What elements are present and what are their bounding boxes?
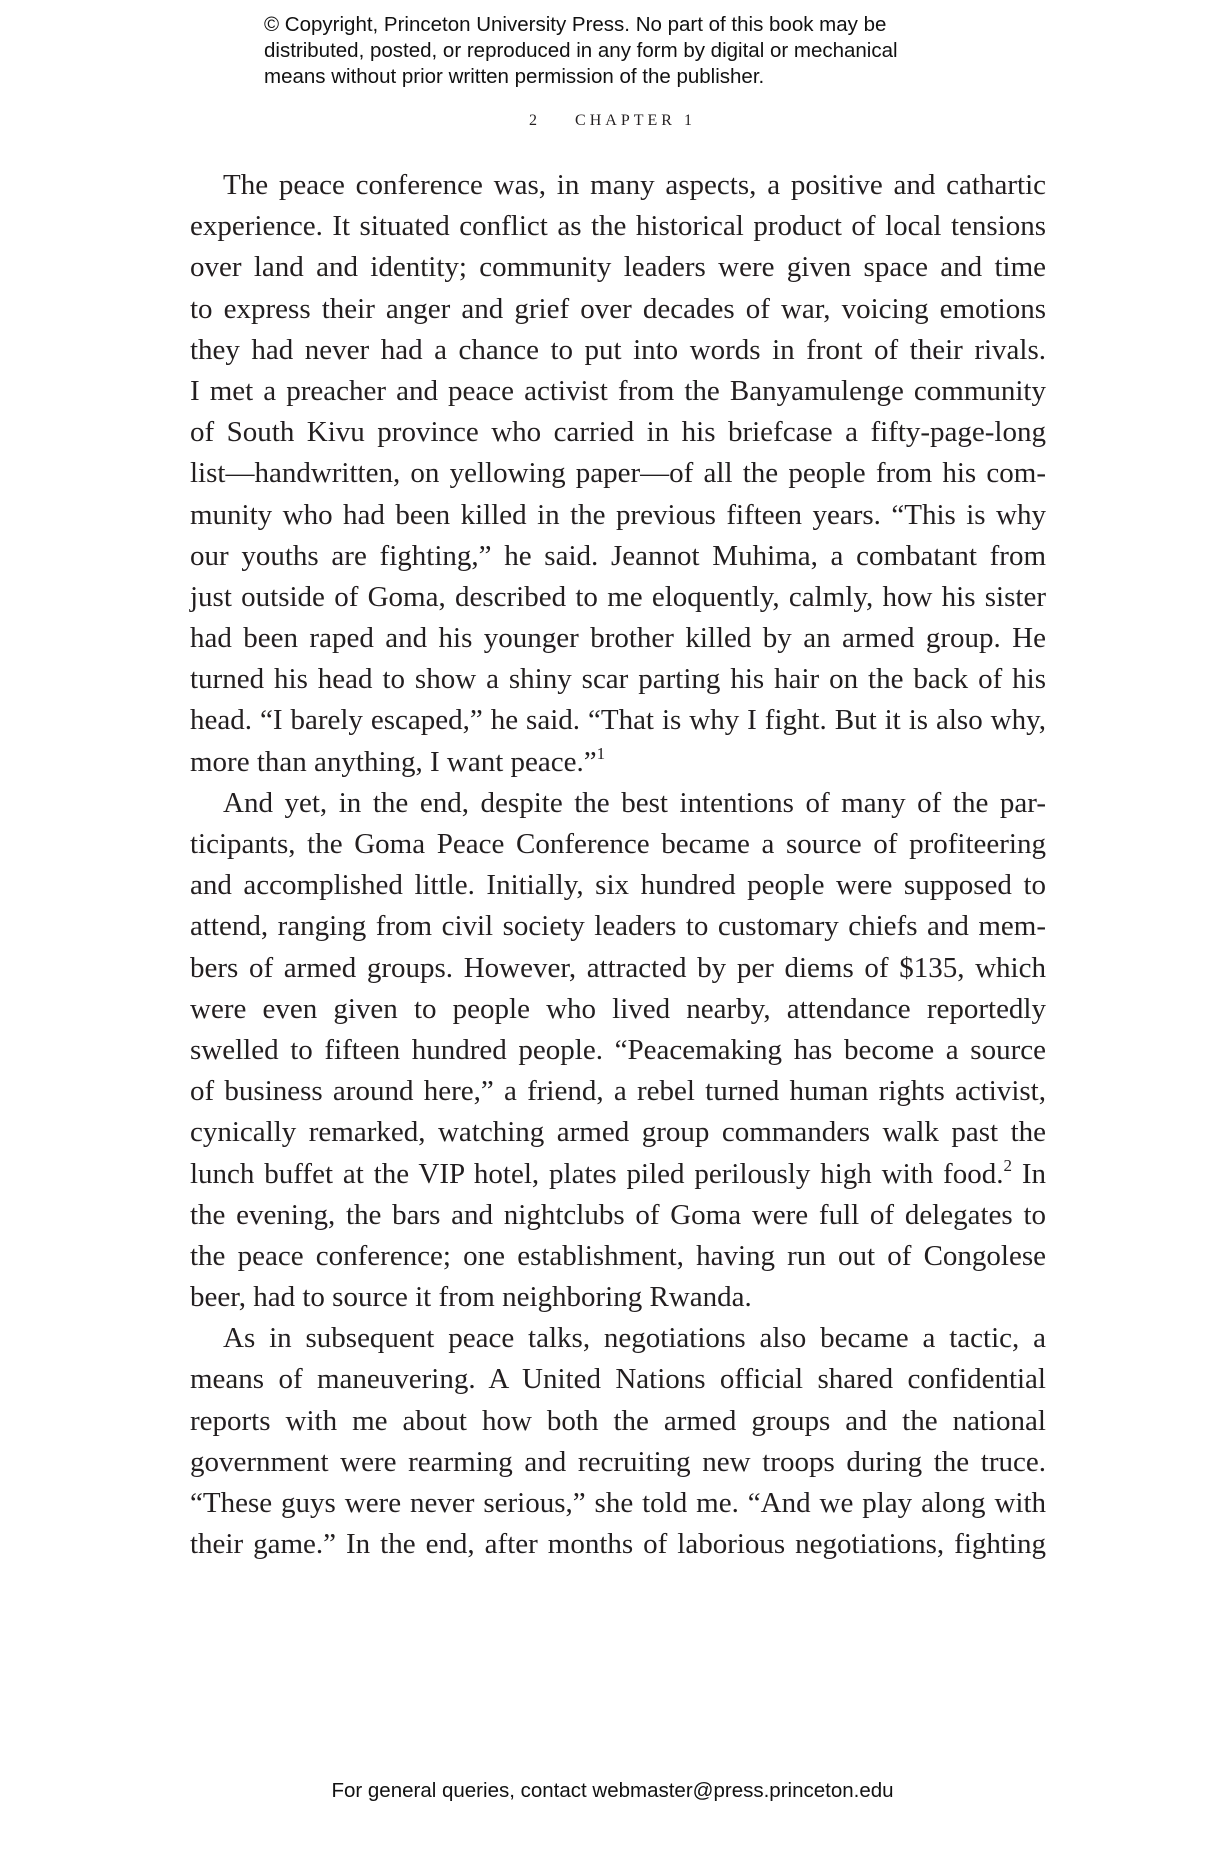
text-line bbox=[190, 742, 1046, 783]
text-line: over land and identity; community leaders were given space and time bbox=[190, 251, 1046, 284]
text-line: munity who had been killed in the previous fifteen years. “This is why bbox=[190, 498, 1046, 531]
text-line: of business around here,” a friend, a rebel turned human rights activist, bbox=[190, 1075, 1046, 1108]
text-line: were even given to people who lived nearby, attendance reportedly bbox=[190, 992, 1046, 1025]
body-text bbox=[190, 165, 1046, 1565]
footer-contact: For general queries, contact webmaster@press.princeton.edu bbox=[331, 1779, 894, 1802]
text-fragment: In bbox=[1011, 1157, 1046, 1190]
text-line: attend, ranging from civil society leaders to customary chiefs and mem- bbox=[190, 910, 1046, 943]
footnote-ref: 1 bbox=[596, 743, 606, 763]
footnote-ref: 2 bbox=[1003, 1155, 1012, 1175]
text-line: cynically remarked, watching armed group commanders walk past the bbox=[190, 1116, 1046, 1149]
text-line: turned his head to show a shiny scar parting his hair on the back of his bbox=[190, 663, 1046, 696]
text-line: our youths are fighting,” he said. Jeannot Muhima, a combatant from bbox=[190, 539, 1046, 572]
text-line: means of maneuvering. A United Nations official shared confidential bbox=[190, 1363, 1046, 1396]
text-fragment: lunch buffet at the VIP hotel, plates piled perilously high with food. bbox=[190, 1157, 1004, 1190]
text-line bbox=[190, 1154, 1046, 1195]
text-line: head. “I barely escaped,” he said. “That is why I fight. But it is also why, bbox=[190, 704, 1046, 737]
text-line: had been raped and his younger brother killed by an armed group. He bbox=[190, 622, 1046, 655]
text-line: list—handwritten, on yellowing paper—of all the people from his com- bbox=[190, 457, 1046, 490]
text-line: The peace conference was, in many aspects, a positive and cathartic bbox=[223, 169, 1046, 201]
text-line: the peace conference; one establishment, having run out of Congolese bbox=[190, 1239, 1046, 1272]
text-line: and accomplished little. Initially, six hundred people were supposed to bbox=[190, 869, 1046, 902]
text-fragment: more than anything, I want peace.” bbox=[190, 745, 597, 778]
text-line: And yet, in the end, despite the best intentions of many of the par- bbox=[223, 786, 1046, 819]
text-line: bers of armed groups. However, attracted by per diems of $135, which bbox=[190, 951, 1046, 984]
text-line: swelled to fifteen hundred people. “Peacemaking has become a source bbox=[190, 1033, 1046, 1066]
text-line: As in subsequent peace talks, negotiations also became a tactic, a bbox=[223, 1322, 1046, 1355]
text-line: reports with me about how both the armed groups and the national bbox=[190, 1404, 1046, 1437]
copyright-line: distributed, posted, or reproduced in any form by digital or mechanical bbox=[264, 39, 898, 62]
chapter-label: CHAPTER 1 bbox=[575, 112, 696, 129]
text-line: beer, had to source it from neighboring Rwanda. bbox=[190, 1281, 752, 1314]
text-line: to express their anger and grief over decades of war, voicing emotions bbox=[190, 292, 1046, 325]
text-line: they had never had a chance to put into words in front of their rivals. bbox=[190, 333, 1046, 366]
running-head bbox=[0, 112, 1225, 130]
text-line: experience. It situated conflict as the historical product of local tensions bbox=[190, 210, 1046, 243]
text-line: just outside of Goma, described to me eloquently, calmly, how his sister bbox=[190, 580, 1046, 613]
text-line: the evening, the bars and nightclubs of Goma were full of delegates to bbox=[190, 1198, 1046, 1231]
text-line: government were rearming and recruiting new troops during the truce. bbox=[190, 1445, 1046, 1478]
text-line: I met a preacher and peace activist from the Banyamulenge community bbox=[190, 374, 1046, 407]
copyright-line: means without prior written permission of the publisher. bbox=[264, 65, 765, 88]
text-line: their game.” In the end, after months of laborious negotiations, fighting bbox=[190, 1528, 1046, 1561]
text-line: ticipants, the Goma Peace Conference became a source of profiteering bbox=[190, 828, 1046, 860]
copyright-notice bbox=[264, 12, 1024, 90]
copyright-line: © Copyright, Princeton University Press. No part of this book may be bbox=[264, 13, 887, 36]
page-number: 2 bbox=[529, 112, 542, 129]
text-line: “These guys were never serious,” she told me. “And we play along with bbox=[190, 1487, 1046, 1519]
text-line: of South Kivu province who carried in his briefcase a fifty-page-long bbox=[190, 416, 1046, 449]
